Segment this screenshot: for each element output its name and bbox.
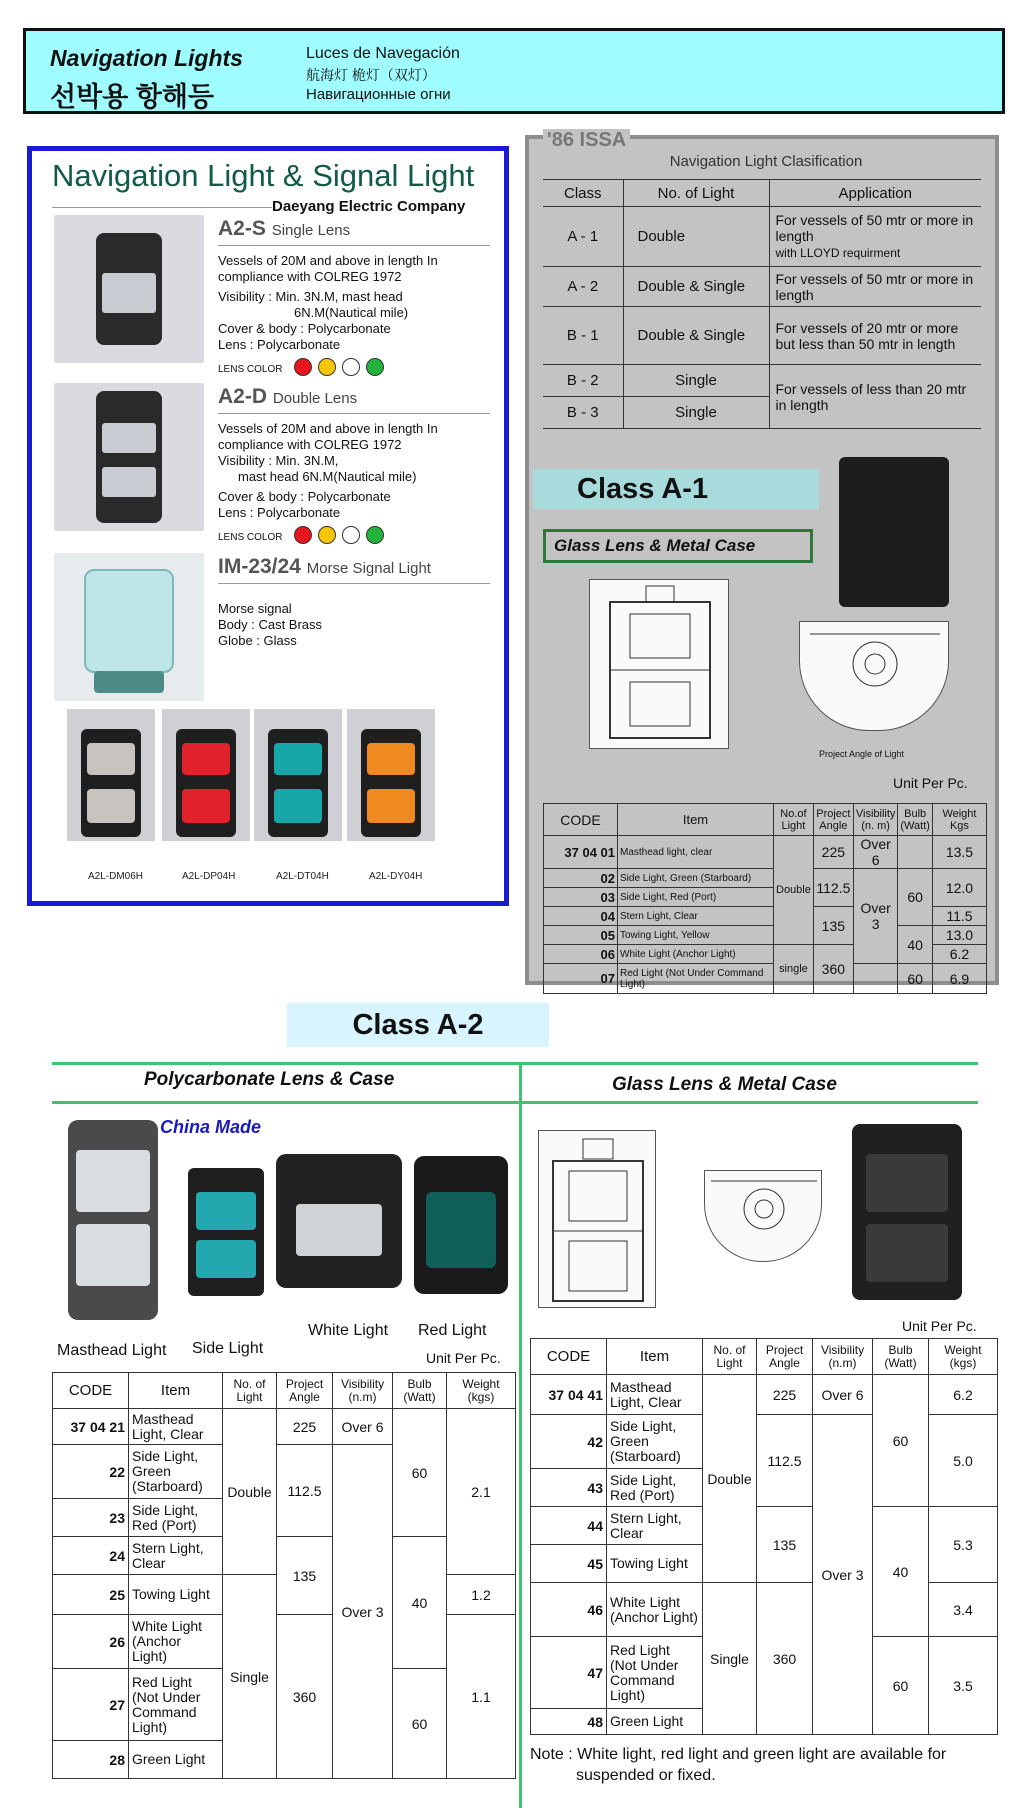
cell-code: 22: [53, 1445, 129, 1499]
caption-white: White Light: [308, 1322, 389, 1339]
cell-visibility: Over 3: [813, 1415, 873, 1735]
cell-code: 37 04 21: [53, 1409, 129, 1445]
cell-visibility: Over 6: [333, 1409, 393, 1445]
cell-code: 05: [544, 926, 618, 945]
table-header: [543, 180, 981, 207]
footer-note: [530, 1744, 1000, 1786]
cell-weight: 6.2: [932, 945, 986, 964]
im2324-photo: [54, 553, 204, 701]
divider: [218, 413, 490, 414]
spec-lens: Lens : Polycarbonate: [218, 337, 341, 352]
lens-color-swatches: [294, 526, 394, 546]
header-banner: [23, 28, 1005, 114]
variant-code: A2L-DT04H: [276, 871, 329, 882]
a2s-specs: [218, 253, 490, 353]
masthead-light-photo: [68, 1120, 158, 1320]
col-visibility: Visibility (n.m): [813, 1339, 873, 1375]
lens-upper: [367, 743, 415, 775]
cell-visibility: Over 3: [333, 1445, 393, 1779]
cell-bulb: 60: [873, 1375, 929, 1507]
header-lang-ru: Навигационные огни: [306, 86, 451, 103]
spec-lens: Lens : Polycarbonate: [218, 505, 341, 520]
a2d-specs: [218, 421, 490, 521]
cell-weight: 6.9: [932, 964, 986, 994]
lamp-shape: [96, 391, 162, 523]
col-no-light: No. of Light: [223, 1373, 277, 1409]
cell-code: 06: [544, 945, 618, 964]
cell-item: Side Light, Red (Port): [618, 888, 774, 907]
cell-angle: 360: [757, 1583, 813, 1735]
header-lang-cn: 航海灯 桅灯（双灯）: [306, 67, 436, 83]
table-row: [53, 1537, 516, 1575]
cell-code: 37 04 41: [531, 1375, 607, 1415]
cell-code: 23: [53, 1499, 129, 1537]
cell-no-light: Single: [223, 1575, 277, 1779]
cell-code: 47: [531, 1637, 607, 1709]
drawing-svg: [539, 1131, 657, 1309]
class-a2-title: Class A-2: [287, 1003, 549, 1047]
col-num: No. of Light: [623, 180, 769, 207]
cell-num: Single: [623, 365, 769, 397]
col-code: CODE: [531, 1339, 607, 1375]
cell-weight: 2.1: [447, 1409, 516, 1575]
cell-code: 42: [531, 1415, 607, 1469]
lens-lower: [274, 789, 322, 823]
cell-item: Side Light, Green (Starboard): [129, 1445, 223, 1499]
lens-shape: [76, 1150, 150, 1212]
cell-item: Side Light, Red (Port): [607, 1469, 703, 1507]
model-code: A2-S: [218, 217, 266, 240]
spec-visibility-2: mast head 6N.M(Nautical mile): [238, 469, 417, 484]
cell-application: For vessels of 50 mtr or more in length: [769, 267, 981, 307]
cell-item: Stern Light, Clear: [618, 907, 774, 926]
base-shape: [94, 671, 164, 693]
divider: [218, 245, 490, 246]
classification-title: Navigation Light Clasification: [669, 153, 863, 170]
cell-code: 48: [531, 1709, 607, 1735]
cell-num: Single: [623, 397, 769, 429]
spec-cover: Cover & body : Polycarbonate: [218, 489, 391, 504]
poly-heading: Polycarbonate Lens & Case: [144, 1069, 395, 1090]
side-light-photo: [188, 1168, 264, 1296]
cell-angle: 112.5: [813, 869, 853, 907]
cell-weight: 13.5: [932, 836, 986, 869]
cell-item: Masthead Light, Clear: [607, 1375, 703, 1415]
cell-angle: 112.5: [277, 1445, 333, 1537]
drawing-svg: [705, 1171, 823, 1263]
cell-weight: 11.5: [932, 907, 986, 926]
cell-code: 04: [544, 907, 618, 926]
a2-top-drawing: [704, 1170, 822, 1262]
lens-color-swatches: [294, 358, 394, 378]
divider: [52, 1062, 978, 1065]
drawing-caption: Project Angle of Light: [819, 749, 905, 759]
lens-lower: [182, 789, 230, 823]
cell-bulb: 40: [393, 1537, 447, 1669]
swatch-green: [366, 526, 384, 544]
swatch-yellow: [318, 526, 336, 544]
cell-angle: 135: [813, 907, 853, 945]
cell-item: Green Light: [607, 1709, 703, 1735]
cell-item: Red Light (Not Under Command Light): [129, 1669, 223, 1741]
swatch-yellow: [318, 358, 336, 376]
a2-glass-lamp-photo: [852, 1124, 962, 1300]
red-light-photo: [414, 1156, 508, 1294]
spec-visibility: Visibility : Min. 3N.M, mast head: [218, 289, 403, 304]
white-light-photo: [276, 1154, 402, 1288]
model-a2s: [218, 217, 350, 241]
im2324-specs: [218, 601, 322, 649]
cell-item: Towing Light: [607, 1545, 703, 1583]
lens-shape: [196, 1192, 256, 1230]
swatch-clear: [342, 358, 360, 376]
cell-item: Towing Light: [129, 1575, 223, 1615]
lens-lower: [367, 789, 415, 823]
variant-code: A2L-DY04H: [369, 871, 423, 882]
cell-application: [769, 207, 981, 267]
class-a1-subtitle: Glass Lens & Metal Case: [543, 529, 813, 563]
cell-item: White Light (Anchor Light): [618, 945, 774, 964]
cell-code: 45: [531, 1545, 607, 1583]
unit-label: Unit Per Pc.: [426, 1350, 501, 1366]
cell-no-light: single: [774, 945, 814, 994]
table-header: [544, 804, 987, 836]
table-row: [544, 869, 987, 888]
variant-photo: [347, 709, 435, 841]
panel-title: Navigation Light & Signal Light: [52, 158, 475, 193]
cell-bulb: [898, 836, 933, 869]
model-type: Morse Signal Light: [306, 560, 431, 577]
lens-shape: [196, 1240, 256, 1278]
model-a2d: [218, 385, 357, 409]
divider: [519, 1062, 522, 1808]
cell-class: A - 1: [543, 207, 623, 267]
col-no-light: No. of Light: [703, 1339, 757, 1375]
cell-application: For vessels of 20 mtr or more but less than 50 mtr in length: [769, 307, 981, 365]
cell-bulb: 40: [898, 926, 933, 964]
table-row: [544, 836, 987, 869]
col-bulb: Bulb (Watt): [898, 804, 933, 836]
spec-cover: Cover & body : Polycarbonate: [218, 321, 391, 336]
spec-line: Morse signal: [218, 601, 292, 616]
cell-item: Side Light, Green (Starboard): [607, 1415, 703, 1469]
cell-code: 24: [53, 1537, 129, 1575]
table-row: [543, 207, 981, 267]
col-visibility: Visibility (n.m): [333, 1373, 393, 1409]
table-row: [543, 307, 981, 365]
a2s-photo: [54, 215, 204, 363]
cell-code: 44: [531, 1507, 607, 1545]
drawing-svg: [590, 580, 730, 750]
lens-upper: [87, 743, 135, 775]
caption-side: Side Light: [192, 1340, 264, 1357]
spec-visibility: Visibility : Min. 3N.M,: [218, 453, 339, 468]
a2-front-drawing: [538, 1130, 656, 1308]
table-row: [53, 1615, 516, 1669]
cell-code: 03: [544, 888, 618, 907]
cell-angle: 225: [813, 836, 853, 869]
cell-visibility: [853, 964, 898, 994]
app-text: For vessels of 50 mtr or more in length: [775, 212, 974, 244]
glass-heading: Glass Lens & Metal Case: [612, 1074, 837, 1095]
cell-item: Red Light (Not Under Command Light): [607, 1637, 703, 1709]
poly-table: [52, 1372, 516, 1779]
cell-item: Side Light, Red (Port): [129, 1499, 223, 1537]
variant-photo: [67, 709, 155, 841]
table-row: [53, 1409, 516, 1445]
cell-angle: 112.5: [757, 1415, 813, 1507]
cell-code: 46: [531, 1583, 607, 1637]
cell-weight: 5.0: [929, 1415, 998, 1507]
lens-shape: [866, 1224, 948, 1282]
col-no-light: No.of Light: [774, 804, 814, 836]
cell-class: A - 2: [543, 267, 623, 307]
issa-badge: '86 ISSA: [543, 129, 630, 152]
cell-angle: 360: [277, 1615, 333, 1779]
col-weight: Weight Kgs: [932, 804, 986, 836]
col-application: Application: [769, 180, 981, 207]
col-code: CODE: [53, 1373, 129, 1409]
cell-code: 26: [53, 1615, 129, 1669]
cell-code: 28: [53, 1741, 129, 1779]
cell-code: 27: [53, 1669, 129, 1741]
globe-shape: [84, 569, 174, 673]
variant-code: A2L-DP04H: [182, 871, 236, 882]
col-class: Class: [543, 180, 623, 207]
cell-weight: 6.2: [929, 1375, 998, 1415]
model-code: A2-D: [218, 385, 268, 408]
spec-line: Body : Cast Brass: [218, 617, 323, 632]
cell-angle: 360: [813, 945, 853, 994]
cell-weight: 3.5: [929, 1637, 998, 1735]
cell-item: Masthead Light, Clear: [129, 1409, 223, 1445]
table-header: [531, 1339, 998, 1375]
glass-table: [530, 1338, 998, 1735]
col-weight: Weight (kgs): [447, 1373, 516, 1409]
cell-code: 02: [544, 869, 618, 888]
cell-weight: 12.0: [932, 869, 986, 907]
col-angle: Project Angle: [277, 1373, 333, 1409]
spec-line: Globe : Glass: [218, 633, 297, 648]
cell-application: For vessels of less than 20 mtr in length: [769, 365, 981, 429]
classification-table: [543, 179, 981, 429]
cell-code: 37 04 01: [544, 836, 618, 869]
col-bulb: Bulb (Watt): [873, 1339, 929, 1375]
cell-code: 25: [53, 1575, 129, 1615]
cell-weight: 5.3: [929, 1507, 998, 1583]
class-a1-title: Class A-1: [533, 469, 819, 509]
cell-no-light: Single: [703, 1583, 757, 1735]
issa-panel: [525, 129, 999, 990]
swatch-red: [294, 358, 312, 376]
app-note: with LLOYD requirment: [775, 246, 901, 260]
table-row: [544, 926, 987, 945]
cell-no-light: Double: [703, 1375, 757, 1583]
lens-color-label: LENS COLOR: [218, 364, 283, 375]
lens-shape: [426, 1192, 496, 1268]
cell-angle: 135: [757, 1507, 813, 1583]
note-line-2: suspended or fixed.: [576, 1767, 716, 1784]
lens-shape: [102, 273, 156, 313]
a1-lamp-photo: [839, 457, 949, 607]
cell-bulb: 60: [393, 1669, 447, 1779]
drawing-svg: [800, 622, 950, 732]
cell-num: Double: [623, 207, 769, 267]
lens-upper: [274, 743, 322, 775]
unit-label: Unit Per Pc.: [893, 775, 968, 791]
lens-upper: [182, 743, 230, 775]
cell-visibility: Over 6: [853, 836, 898, 869]
cell-bulb: 40: [873, 1507, 929, 1637]
cell-angle: 135: [277, 1537, 333, 1615]
swatch-red: [294, 526, 312, 544]
table-row: [531, 1375, 998, 1415]
lens-shape: [102, 423, 156, 453]
cell-weight: 1.2: [447, 1575, 516, 1615]
lens-shape: [866, 1154, 948, 1212]
cell-bulb: 60: [898, 869, 933, 926]
cell-no-light: Double: [774, 836, 814, 945]
model-code: IM-23/24: [218, 555, 301, 578]
cell-item: White Light (Anchor Light): [607, 1583, 703, 1637]
lens-shape: [76, 1224, 150, 1286]
variant-code: A2L-DM06H: [88, 871, 144, 882]
cell-item: White Light (Anchor Light): [129, 1615, 223, 1669]
cell-item: Side Light, Green (Starboard): [618, 869, 774, 888]
cell-item: Stern Light, Clear: [607, 1507, 703, 1545]
company-name: Daeyang Electric Company: [272, 198, 466, 215]
table-row: [544, 964, 987, 994]
variant-photo: [162, 709, 250, 841]
divider: [52, 207, 272, 208]
cell-num: Double & Single: [623, 307, 769, 365]
divider: [52, 1101, 978, 1104]
col-code: CODE: [544, 804, 618, 836]
lens-shape: [296, 1204, 382, 1256]
col-item: Item: [129, 1373, 223, 1409]
caption-red: Red Light: [418, 1322, 487, 1339]
variant-photo: [254, 709, 342, 841]
spec-desc: Vessels of 20M and above in length In compliance with COLREG 1972: [218, 253, 438, 284]
model-im2324: [218, 555, 431, 579]
table-row: [543, 365, 981, 397]
col-visibility: Visibility (n. m): [853, 804, 898, 836]
spec-desc: Vessels of 20M and above in length In compliance with COLREG 1972: [218, 421, 438, 452]
china-made-label: China Made: [160, 1117, 262, 1137]
col-bulb: Bulb (Watt): [393, 1373, 447, 1409]
header-title-en: Navigation Lights: [50, 45, 243, 71]
cell-visibility: Over 6: [813, 1375, 873, 1415]
cell-item: Red Light (Not Under Command Light): [618, 964, 774, 994]
lens-lower: [87, 789, 135, 823]
cell-item: Green Light: [129, 1741, 223, 1779]
divider: [218, 583, 490, 584]
table-header: [53, 1373, 516, 1409]
caption-masthead: Masthead Light: [57, 1342, 167, 1359]
cell-num: Double & Single: [623, 267, 769, 307]
cell-bulb: 60: [873, 1637, 929, 1735]
cell-weight: 3.4: [929, 1583, 998, 1637]
model-type: Single Lens: [271, 222, 351, 239]
a2d-photo: [54, 383, 204, 531]
cell-no-light: Double: [223, 1409, 277, 1575]
lens-color-label: LENS COLOR: [218, 532, 283, 543]
header-title-ko: 선박용 항해등: [50, 82, 214, 112]
daeyang-product-panel: [27, 146, 509, 906]
note-line-1: Note : White light, red light and green light are available for: [530, 1746, 947, 1763]
spec-visibility-2: 6N.M(Nautical mile): [294, 305, 409, 320]
header-lang-es: Luces de Navegación: [306, 45, 460, 62]
col-item: Item: [618, 804, 774, 836]
cell-weight: 1.1: [447, 1615, 516, 1779]
lens-shape: [102, 467, 156, 497]
cell-bulb: 60: [898, 964, 933, 994]
cell-item: Stern Light, Clear: [129, 1537, 223, 1575]
cell-class: B - 2: [543, 365, 623, 397]
cell-code: 43: [531, 1469, 607, 1507]
col-weight: Weight (kgs): [929, 1339, 998, 1375]
swatch-green: [366, 358, 384, 376]
col-item: Item: [607, 1339, 703, 1375]
cell-angle: 225: [277, 1409, 333, 1445]
swatch-clear: [342, 526, 360, 544]
unit-label: Unit Per Pc.: [902, 1318, 977, 1334]
cell-visibility: Over 3: [853, 869, 898, 964]
a1-front-drawing: [589, 579, 729, 749]
cell-class: B - 1: [543, 307, 623, 365]
model-type: Double Lens: [272, 390, 358, 407]
cell-class: B - 3: [543, 397, 623, 429]
cell-code: 07: [544, 964, 618, 994]
a1-top-drawing: [799, 621, 949, 731]
table-row: [531, 1507, 998, 1545]
class-a1-table: [543, 803, 987, 994]
cell-angle: 225: [757, 1375, 813, 1415]
col-angle: Project Angle: [757, 1339, 813, 1375]
col-angle: Project Angle: [813, 804, 853, 836]
cell-item: Towing Light, Yellow: [618, 926, 774, 945]
table-row: [543, 267, 981, 307]
cell-item: Masthead light, clear: [618, 836, 774, 869]
cell-bulb: 60: [393, 1409, 447, 1537]
cell-weight: 13.0: [932, 926, 986, 945]
